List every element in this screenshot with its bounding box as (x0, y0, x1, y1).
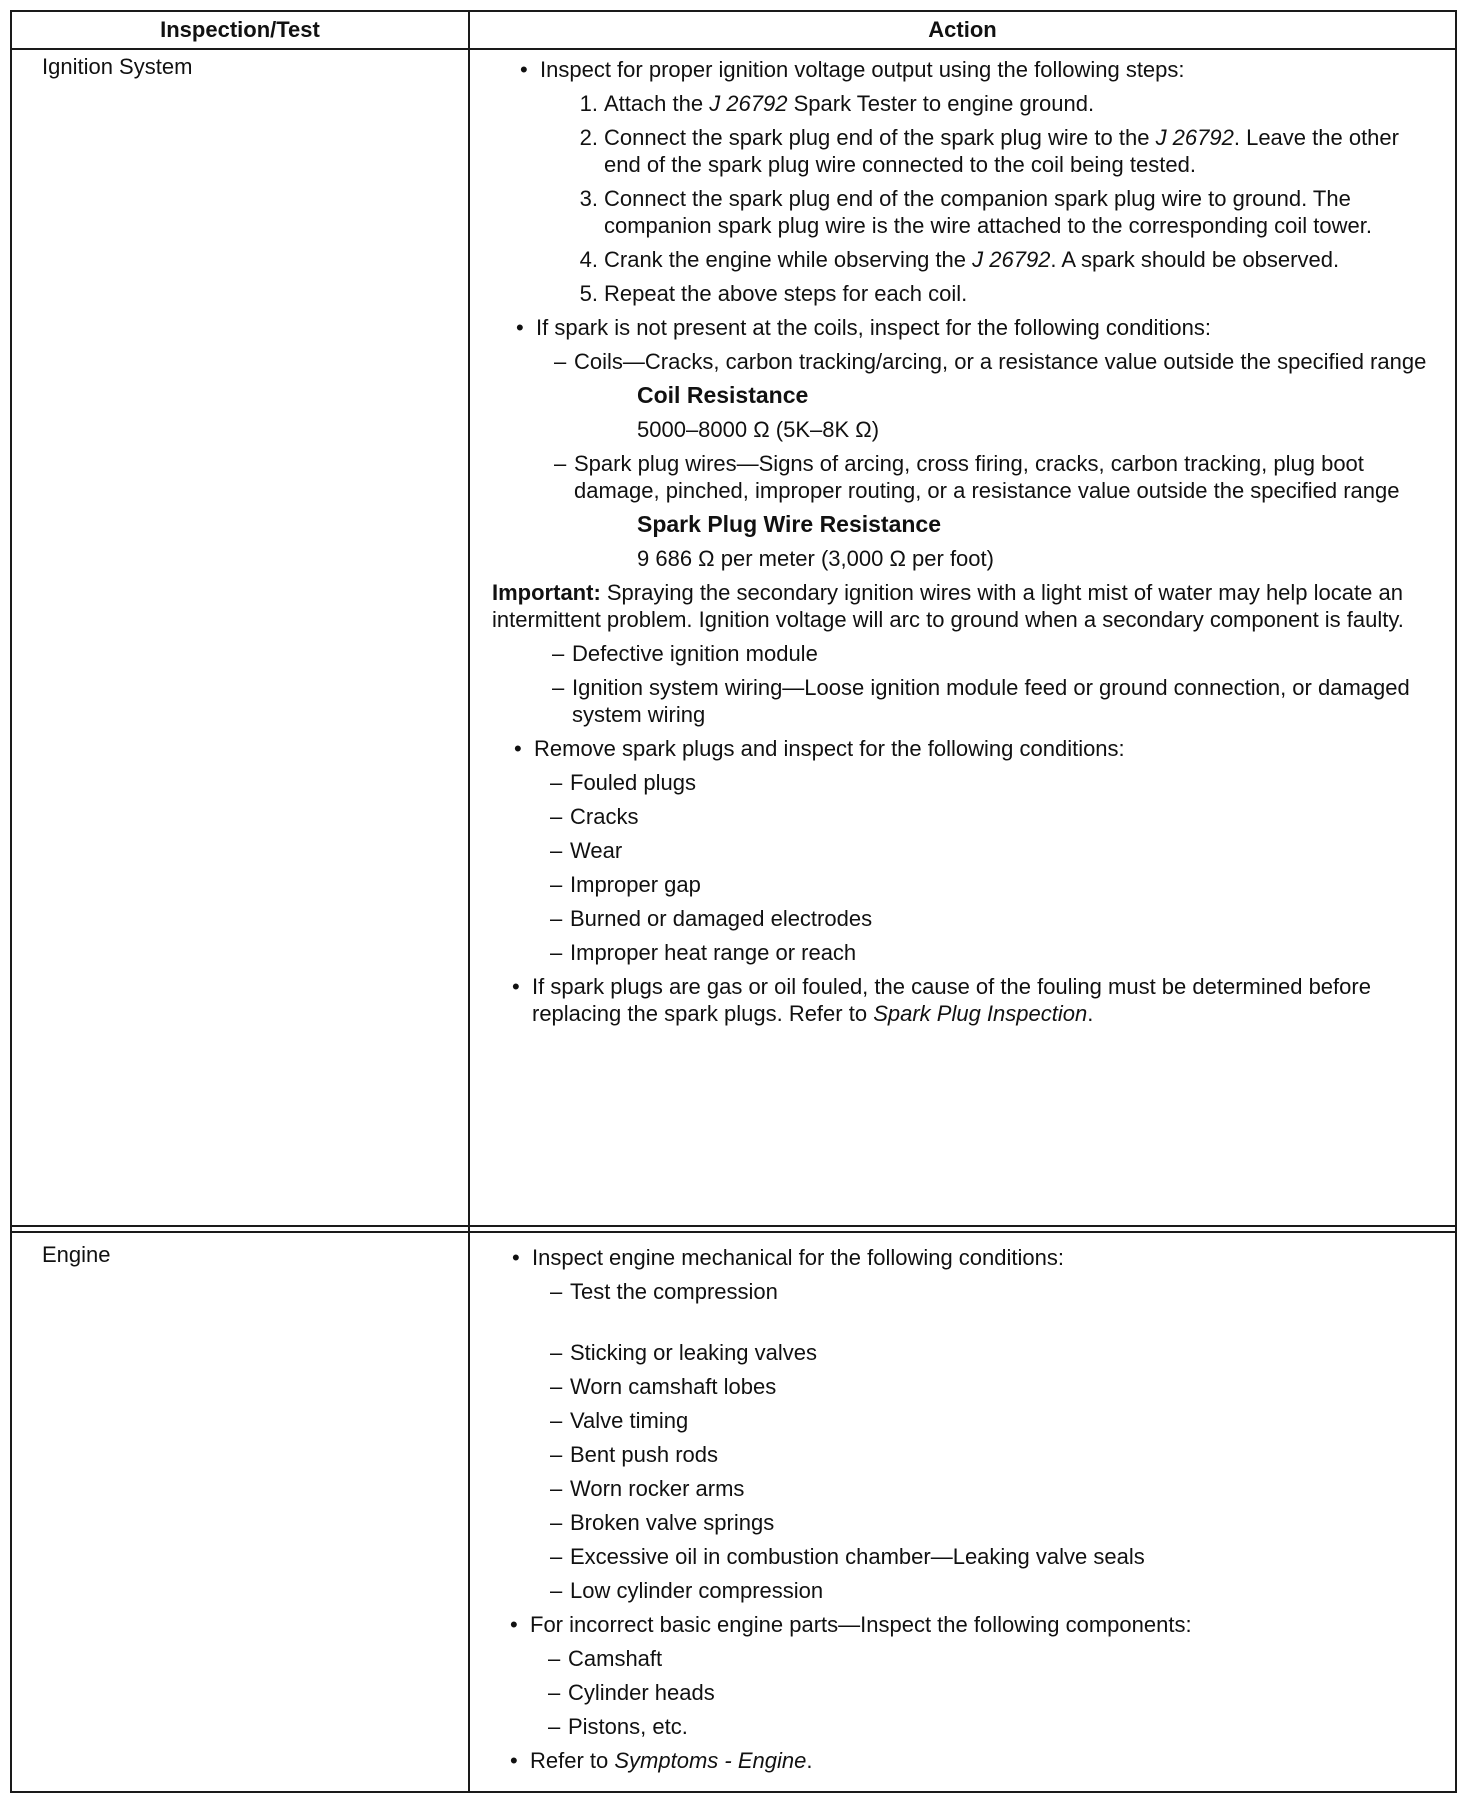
engine-bullet-2: • For incorrect basic engine parts—Inspect the following components: (530, 1611, 1437, 1638)
engine-conditions (570, 1278, 1437, 1604)
engine-bullet-1: • Inspect engine mechanical for the following conditions: (532, 1244, 1437, 1271)
list-item: – Fouled plugs (570, 769, 1437, 796)
ignition-bullet-4: • If spark plugs are gas or oil fouled, the cause of the fouling must be determined before replacing the spark plugs. Refer to Spark Plug Inspection. (532, 973, 1437, 1027)
list-item: – Sticking or leaking valves (570, 1339, 1437, 1366)
column-divider (468, 12, 470, 1791)
wire-resistance-title: Spark Plug Wire Resistance (637, 511, 942, 537)
step-item: 1. Attach the J 26792 Spark Tester to engine ground. (579, 91, 1095, 116)
engine-parts (568, 1645, 1437, 1740)
spark-plug-conditions (570, 769, 1437, 966)
inspection-table (10, 10, 1457, 1793)
list-item: – Excessive oil in combustion chamber—Leaking valve seals (570, 1543, 1437, 1570)
list-item: – Improper heat range or reach (570, 939, 1437, 966)
list-item: – Burned or damaged electrodes (570, 905, 1437, 932)
wire-resistance-value: 9 686 Ω per meter (3,000 Ω per foot) (637, 546, 994, 571)
ignition-wiring-item: – Ignition system wiring—Loose ignition module feed or ground connection, or damaged system wiring (572, 674, 1437, 728)
list-item: – Cylinder heads (568, 1679, 1437, 1706)
list-item: – Wear (570, 837, 1437, 864)
header-inspection-test: Inspection/Test (160, 17, 320, 42)
row-rule (12, 1225, 1455, 1227)
list-item: – Valve timing (570, 1407, 1437, 1434)
action-cell-ignition (480, 56, 1437, 1027)
list-item: – Pistons, etc. (568, 1713, 1437, 1740)
step-item: 4. Crank the engine while observing the J 26792. A spark should be observed. (579, 247, 1340, 272)
row-label-ignition: Ignition System (42, 54, 193, 79)
coil-resistance-title: Coil Resistance (637, 382, 809, 408)
list-item: – Camshaft (568, 1645, 1437, 1672)
ignition-bullet-2: • If spark is not present at the coils, inspect for the following conditions: (536, 314, 1437, 341)
ignition-module-item: – Defective ignition module (572, 640, 1437, 667)
ignition-bullet-1: • Inspect for proper ignition voltage output using the following steps: (540, 56, 1437, 83)
list-item: – Test the compression (570, 1278, 1437, 1305)
important-note: Important: Spraying the secondary ignition wires with a light mist of water may help locate an intermittent problem. Ignition voltage will arc to ground when a secondary component is faulty. (492, 580, 1404, 632)
step-item: 5. Repeat the above steps for each coil. (579, 281, 968, 306)
list-item: – Low cylinder compression (570, 1577, 1437, 1604)
header-action: Action (928, 17, 997, 42)
header-rule (12, 48, 1455, 50)
row-label-engine: Engine (42, 1242, 111, 1267)
list-item: – Worn camshaft lobes (570, 1373, 1437, 1400)
ignition-bullet-3: • Remove spark plugs and inspect for the following conditions: (534, 735, 1437, 762)
step-item: 3. Connect the spark plug end of the companion spark plug wire to ground. The companion spark plug wire is the wire attached to the corresponding coil tower. (579, 186, 1372, 238)
list-item: – Worn rocker arms (570, 1475, 1437, 1502)
action-cell-engine (480, 1244, 1437, 1774)
list-item: – Broken valve springs (570, 1509, 1437, 1536)
ignition-steps (579, 90, 1437, 307)
list-item: – Cracks (570, 803, 1437, 830)
coils-item: – Coils—Cracks, carbon tracking/arcing, or a resistance value outside the specified range (574, 348, 1437, 375)
list-item: – Bent push rods (570, 1441, 1437, 1468)
spark-plug-wires-item: – Spark plug wires—Signs of arcing, cross firing, cracks, carbon tracking, plug boot damage, pinched, improper routing, or a resistance value outside the specified range (574, 450, 1437, 504)
engine-bullet-3: • Refer to Symptoms - Engine. (530, 1747, 1437, 1774)
list-item: – Improper gap (570, 871, 1437, 898)
row-rule-double (12, 1231, 1455, 1233)
step-item: 2. Connect the spark plug end of the spark plug wire to the J 26792. Leave the other end of the spark plug wire connected to the coil being tested. (579, 125, 1399, 177)
coil-resistance-value: 5000–8000 Ω (5K–8K Ω) (637, 417, 880, 442)
